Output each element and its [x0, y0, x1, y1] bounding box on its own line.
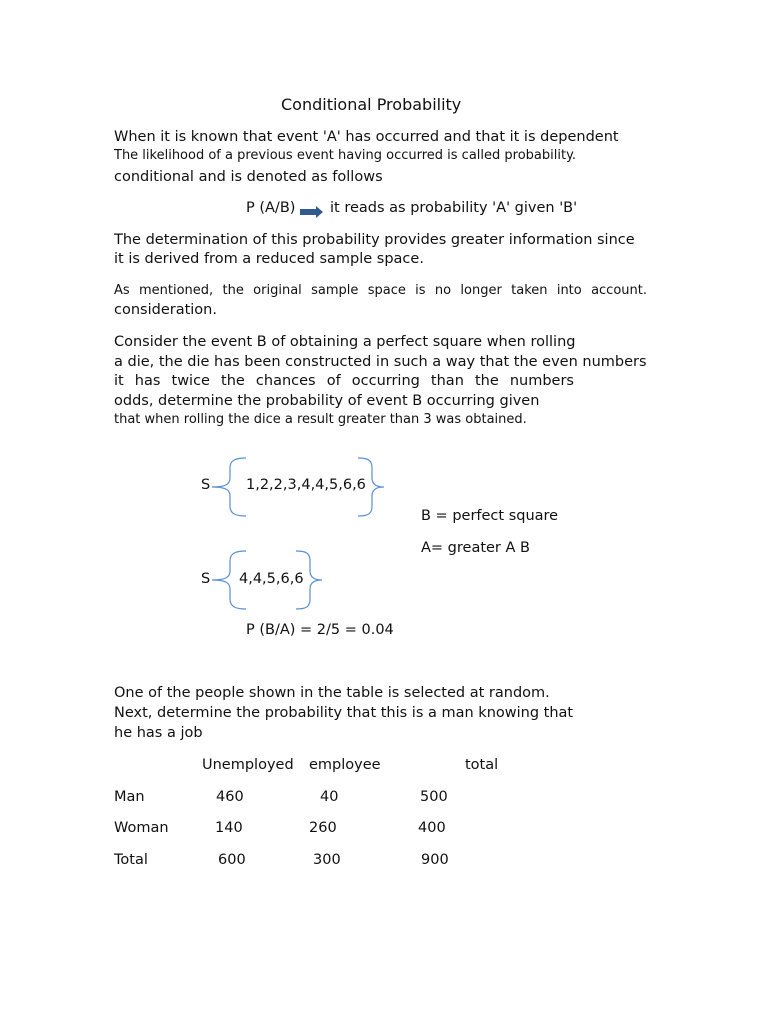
column-header-employee: employee — [309, 757, 381, 773]
set-s1-label: S — [201, 477, 211, 493]
table-intro-line-2: Next, determine the probability that this is a man knowing that — [114, 705, 574, 721]
intro-line-3: conditional and is denoted as follows — [114, 169, 383, 185]
right-arrow-icon — [300, 206, 324, 218]
intro-line-2: The likelihood of a previous event having occurred is called probability. — [114, 148, 577, 163]
determination-line-1: The determination of this probability provides greater information since — [114, 232, 635, 248]
table-cell: 900 — [421, 852, 449, 868]
set-s2-values: 4,4,5,6,6 — [239, 571, 304, 587]
table-cell: 460 — [216, 789, 244, 805]
row-label: Woman — [114, 820, 169, 836]
right-brace-shape — [296, 551, 322, 609]
mentioned-line-1: As mentioned, the original sample space is no longer taken into account. — [114, 283, 647, 298]
table-intro-line-3: he has a job — [114, 725, 203, 741]
column-header-unemployed: Unemployed — [202, 757, 294, 773]
table-cell: 600 — [218, 852, 246, 868]
right-arrow-shape — [300, 206, 323, 218]
right-brace-icon — [350, 456, 390, 518]
table-cell: 140 — [215, 820, 243, 836]
set-s2-label: S — [201, 571, 211, 587]
right-brace-shape — [358, 458, 384, 516]
page-title: Conditional Probability — [281, 95, 462, 114]
problem-line-4: odds, determine the probability of event B occurring given — [114, 393, 540, 409]
left-brace-icon — [210, 456, 250, 518]
intro-line-1: When it is known that event 'A' has occurred and that it is dependent — [114, 129, 619, 145]
right-brace-icon — [288, 549, 328, 611]
table-cell: 500 — [420, 789, 448, 805]
formula-right: it reads as probability 'A' given 'B' — [330, 200, 578, 216]
row-label: Total — [114, 852, 148, 868]
problem-line-5: that when rolling the dice a result greater than 3 was obtained. — [114, 412, 527, 427]
problem-line-2: a die, the die has been constructed in such a way that the even numbers — [114, 354, 647, 370]
set-s1-values: 1,2,2,3,4,4,5,6,6 — [246, 477, 366, 493]
result-formula: P (B/A) = 2/5 = 0.04 — [246, 622, 394, 638]
determination-line-2: it is derived from a reduced sample space. — [114, 251, 424, 267]
table-cell: 300 — [313, 852, 341, 868]
mentioned-line-2: consideration. — [114, 302, 217, 318]
left-brace-shape — [212, 458, 246, 516]
table-cell: 40 — [320, 789, 339, 805]
formula-left: P (A/B) — [246, 200, 296, 216]
table-intro-line-1: One of the people shown in the table is selected at random. — [114, 685, 550, 701]
row-label: Man — [114, 789, 145, 805]
table-cell: 400 — [418, 820, 446, 836]
table-cell: 260 — [309, 820, 337, 836]
column-header-total: total — [465, 757, 499, 773]
b-definition: B = perfect square — [421, 508, 559, 524]
a-definition: A= greater A B — [421, 540, 530, 556]
problem-line-3: it has twice the chances of occurring than the numbers — [114, 373, 574, 389]
problem-line-1: Consider the event B of obtaining a perfect square when rolling — [114, 334, 576, 350]
